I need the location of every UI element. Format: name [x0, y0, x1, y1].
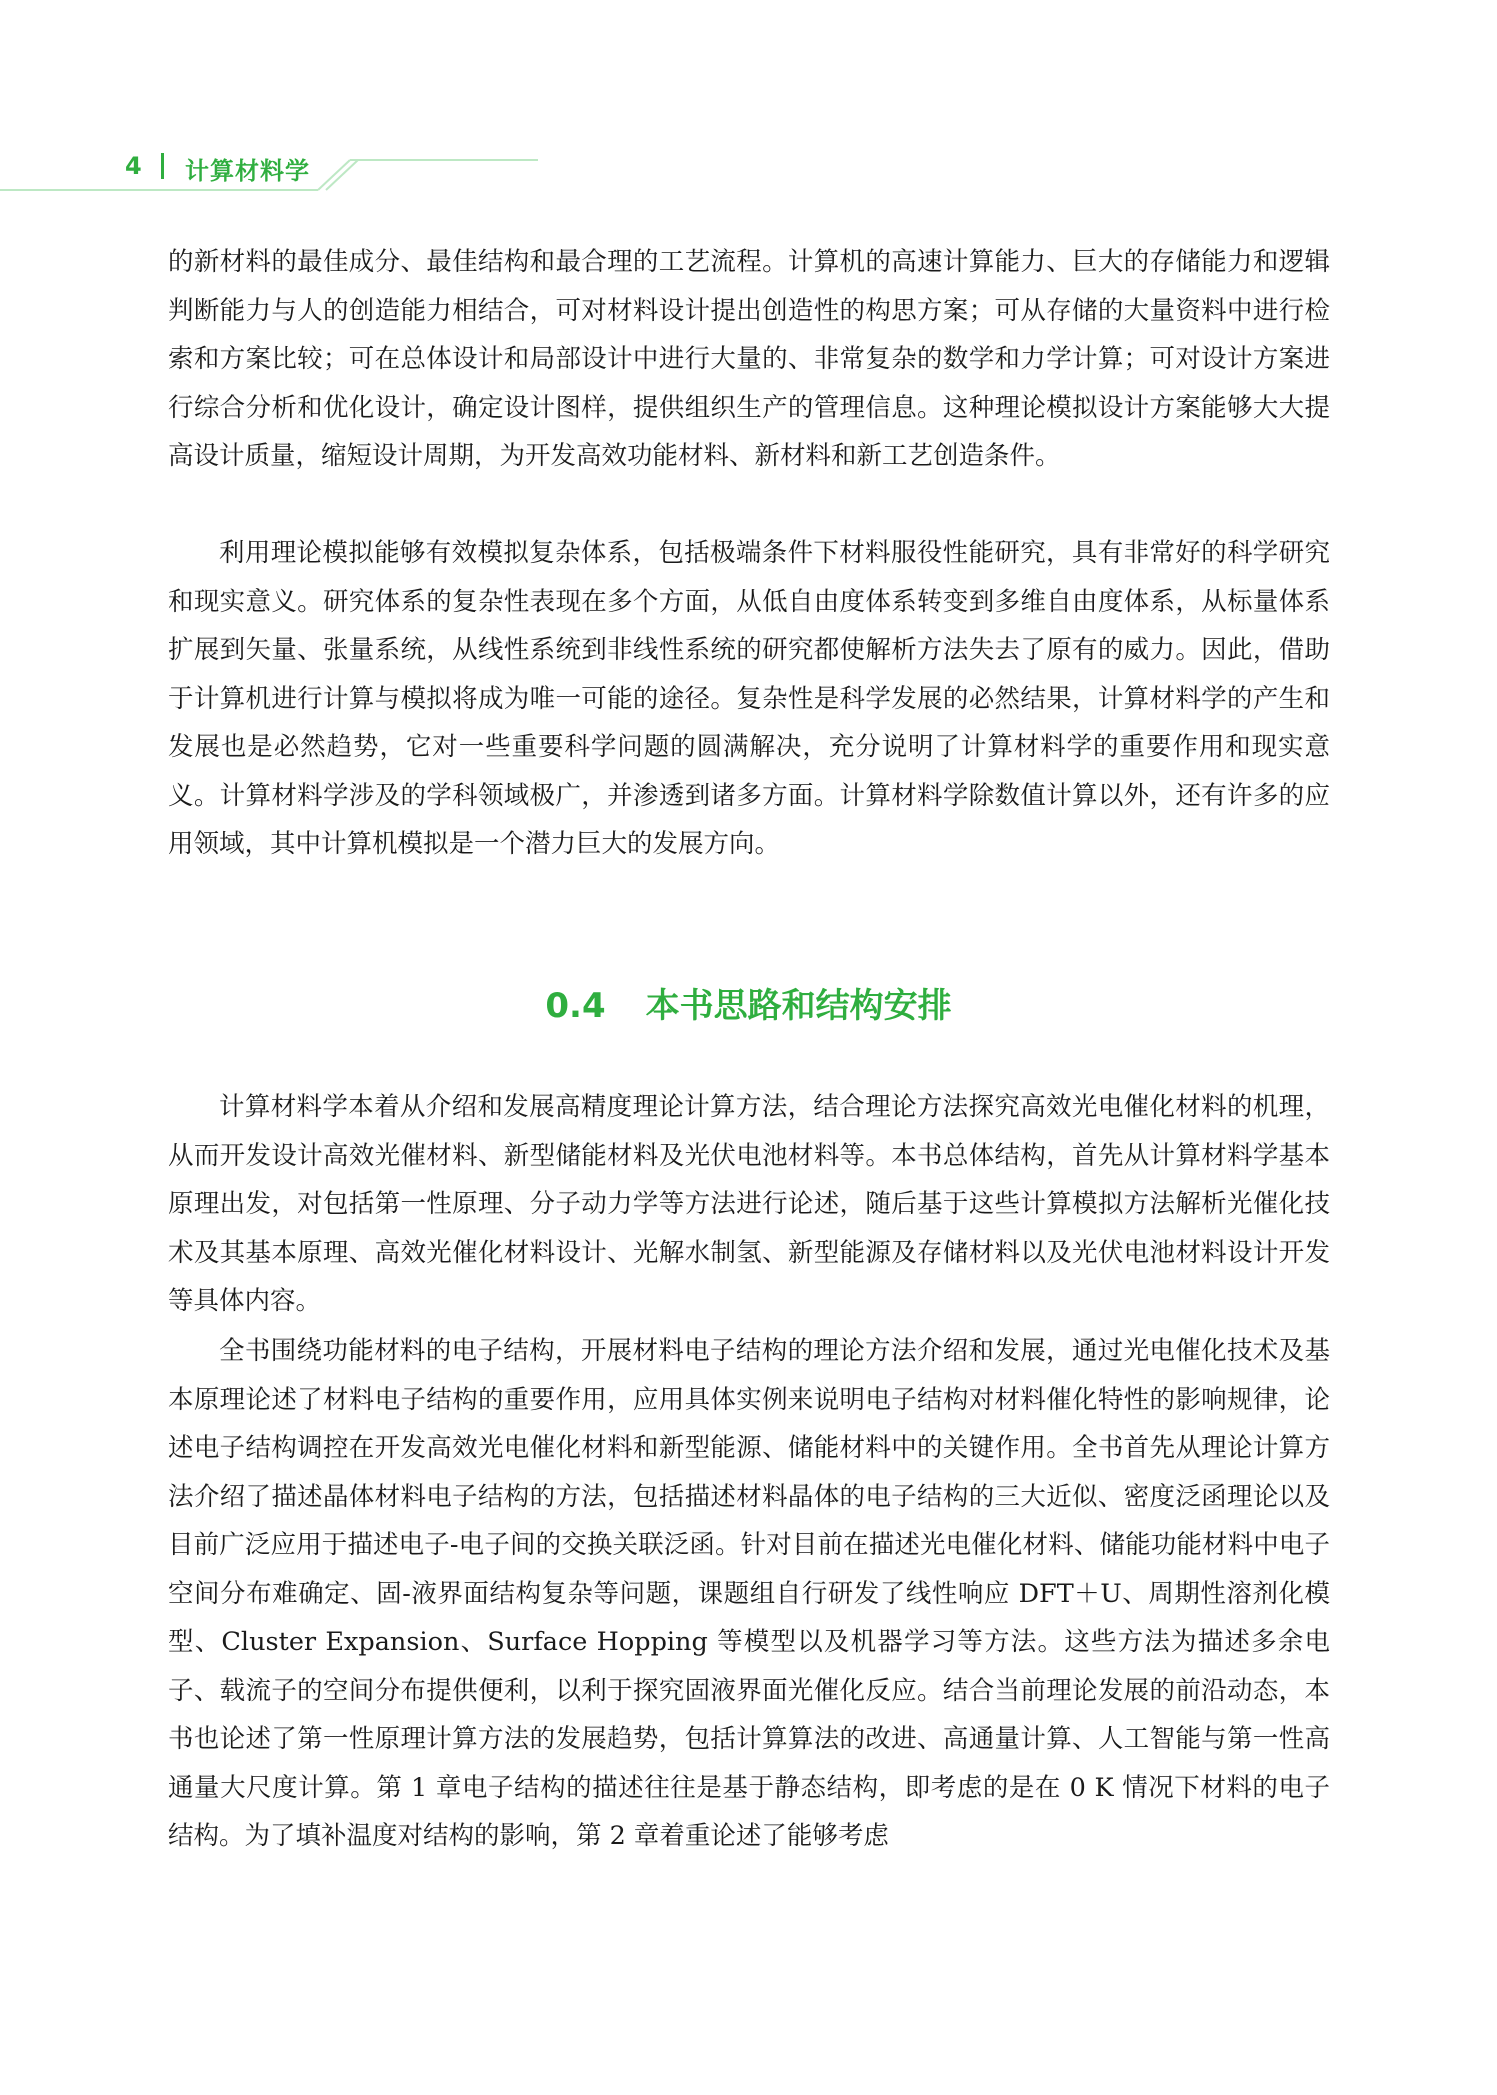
paragraph-1: 的新材料的最佳成分、最佳结构和最合理的工艺流程。计算机的高速计算能力、巨大的存储能力和逻辑判断能力与人的创造能力相结合，可对材料设计提出创造性的构思方案；可从存储的大量资料中进行检索和方案比较；可在总体设计和局部设计中进行大量的、非常复杂的数学和力学计算；可对设计方案进行综合分析和优化设计，确定设计图样，提供组织生产的管理信息。这种理论模拟设计方案能够大大提高设计质量，缩短设计周期，为开发高效功能材料、新材料和新工艺创造条件。 — [168, 247, 1330, 471]
header-separator — [161, 153, 164, 179]
paragraph-4: 全书围绕功能材料的电子结构，开展材料电子结构的理论方法介绍和发展，通过光电催化技术及基本原理论述了材料电子结构的重要作用，应用具体实例来说明电子结构对材料催化特性的影响规律，论述电子结构调控在开发高效光电催化材料和新型能源、储能材料中的关键作用。全书首先从理论计算方法介绍了描述晶体材料电子结构的方法，包括描述材料晶体的电子结构的三大近似、密度泛函理论以及目前广泛应用于描述电子-电子间的交换关联泛函。针对目前在描述光电催化材料、储能功能材料中电子空间分布难确定、固-液界面结构复杂等问题，课题组自行研发了线性响应 DFT＋U、周期性溶剂化模型、Cluster Expansion、Surface Hopping 等模型以及机器学习等方法。这些方法为描述多余电子、载流子的空间分布提供便利，以利于探究固液界面光催化反应。结合当前理论发展的前沿动态，本书也论述了第一性原理计算方法的发展趋势，包括计算算法的改进、高通量计算、人工智能与第一性高通量大尺度计算。第 1 章电子结构的描述往往是基于静态结构，即考虑的是在 0 K 情况下材料的电子结构。为了填补温度对结构的影响，第 2 章着重论述了能够考虑 — [168, 1336, 1330, 1851]
paragraph-2: 利用理论模拟能够有效模拟复杂体系，包括极端条件下材料服役性能研究，具有非常好的科学研究和现实意义。研究体系的复杂性表现在多个方面，从低自由度体系转变到多维自由度体系，从标量体系扩展到矢量、张量系统，从线性系统到非线性系统的研究都使解析方法失去了原有的威力。因此，借助于计算机进行计算与模拟将成为唯一可能的途径。复杂性是科学发展的必然结果，计算材料学的产生和发展也是必然趋势，它对一些重要科学问题的圆满解决，充分说明了计算材料学的重要作用和现实意义。计算材料学涉及的学科领域极广，并渗透到诸多方面。计算材料学除数值计算以外，还有许多的应用领域，其中计算机模拟是一个潜力巨大的发展方向。 — [168, 538, 1330, 859]
page-number: 4 — [125, 152, 142, 180]
paragraph-3: 计算材料学本着从介绍和发展高精度理论计算方法，结合理论方法探究高效光电催化材料的机理，从而开发设计高效光催材料、新型储能材料及光伏电池材料等。本书总体结构，首先从计算材料学基本原理出发，对包括第一性原理、分子动力学等方法进行论述，随后基于这些计算模拟方法解析光催化技术及其基本原理、高效光催化材料设计、光解水制氢、新型能源及存储材料以及光伏电池材料设计开发等具体内容。 — [168, 1092, 1330, 1316]
section-heading — [0, 978, 1497, 1027]
section-number: 0.4 — [545, 986, 606, 1026]
section-title: 本书思路和结构安排 — [645, 986, 952, 1026]
book-title: 计算材料学 — [185, 157, 310, 185]
